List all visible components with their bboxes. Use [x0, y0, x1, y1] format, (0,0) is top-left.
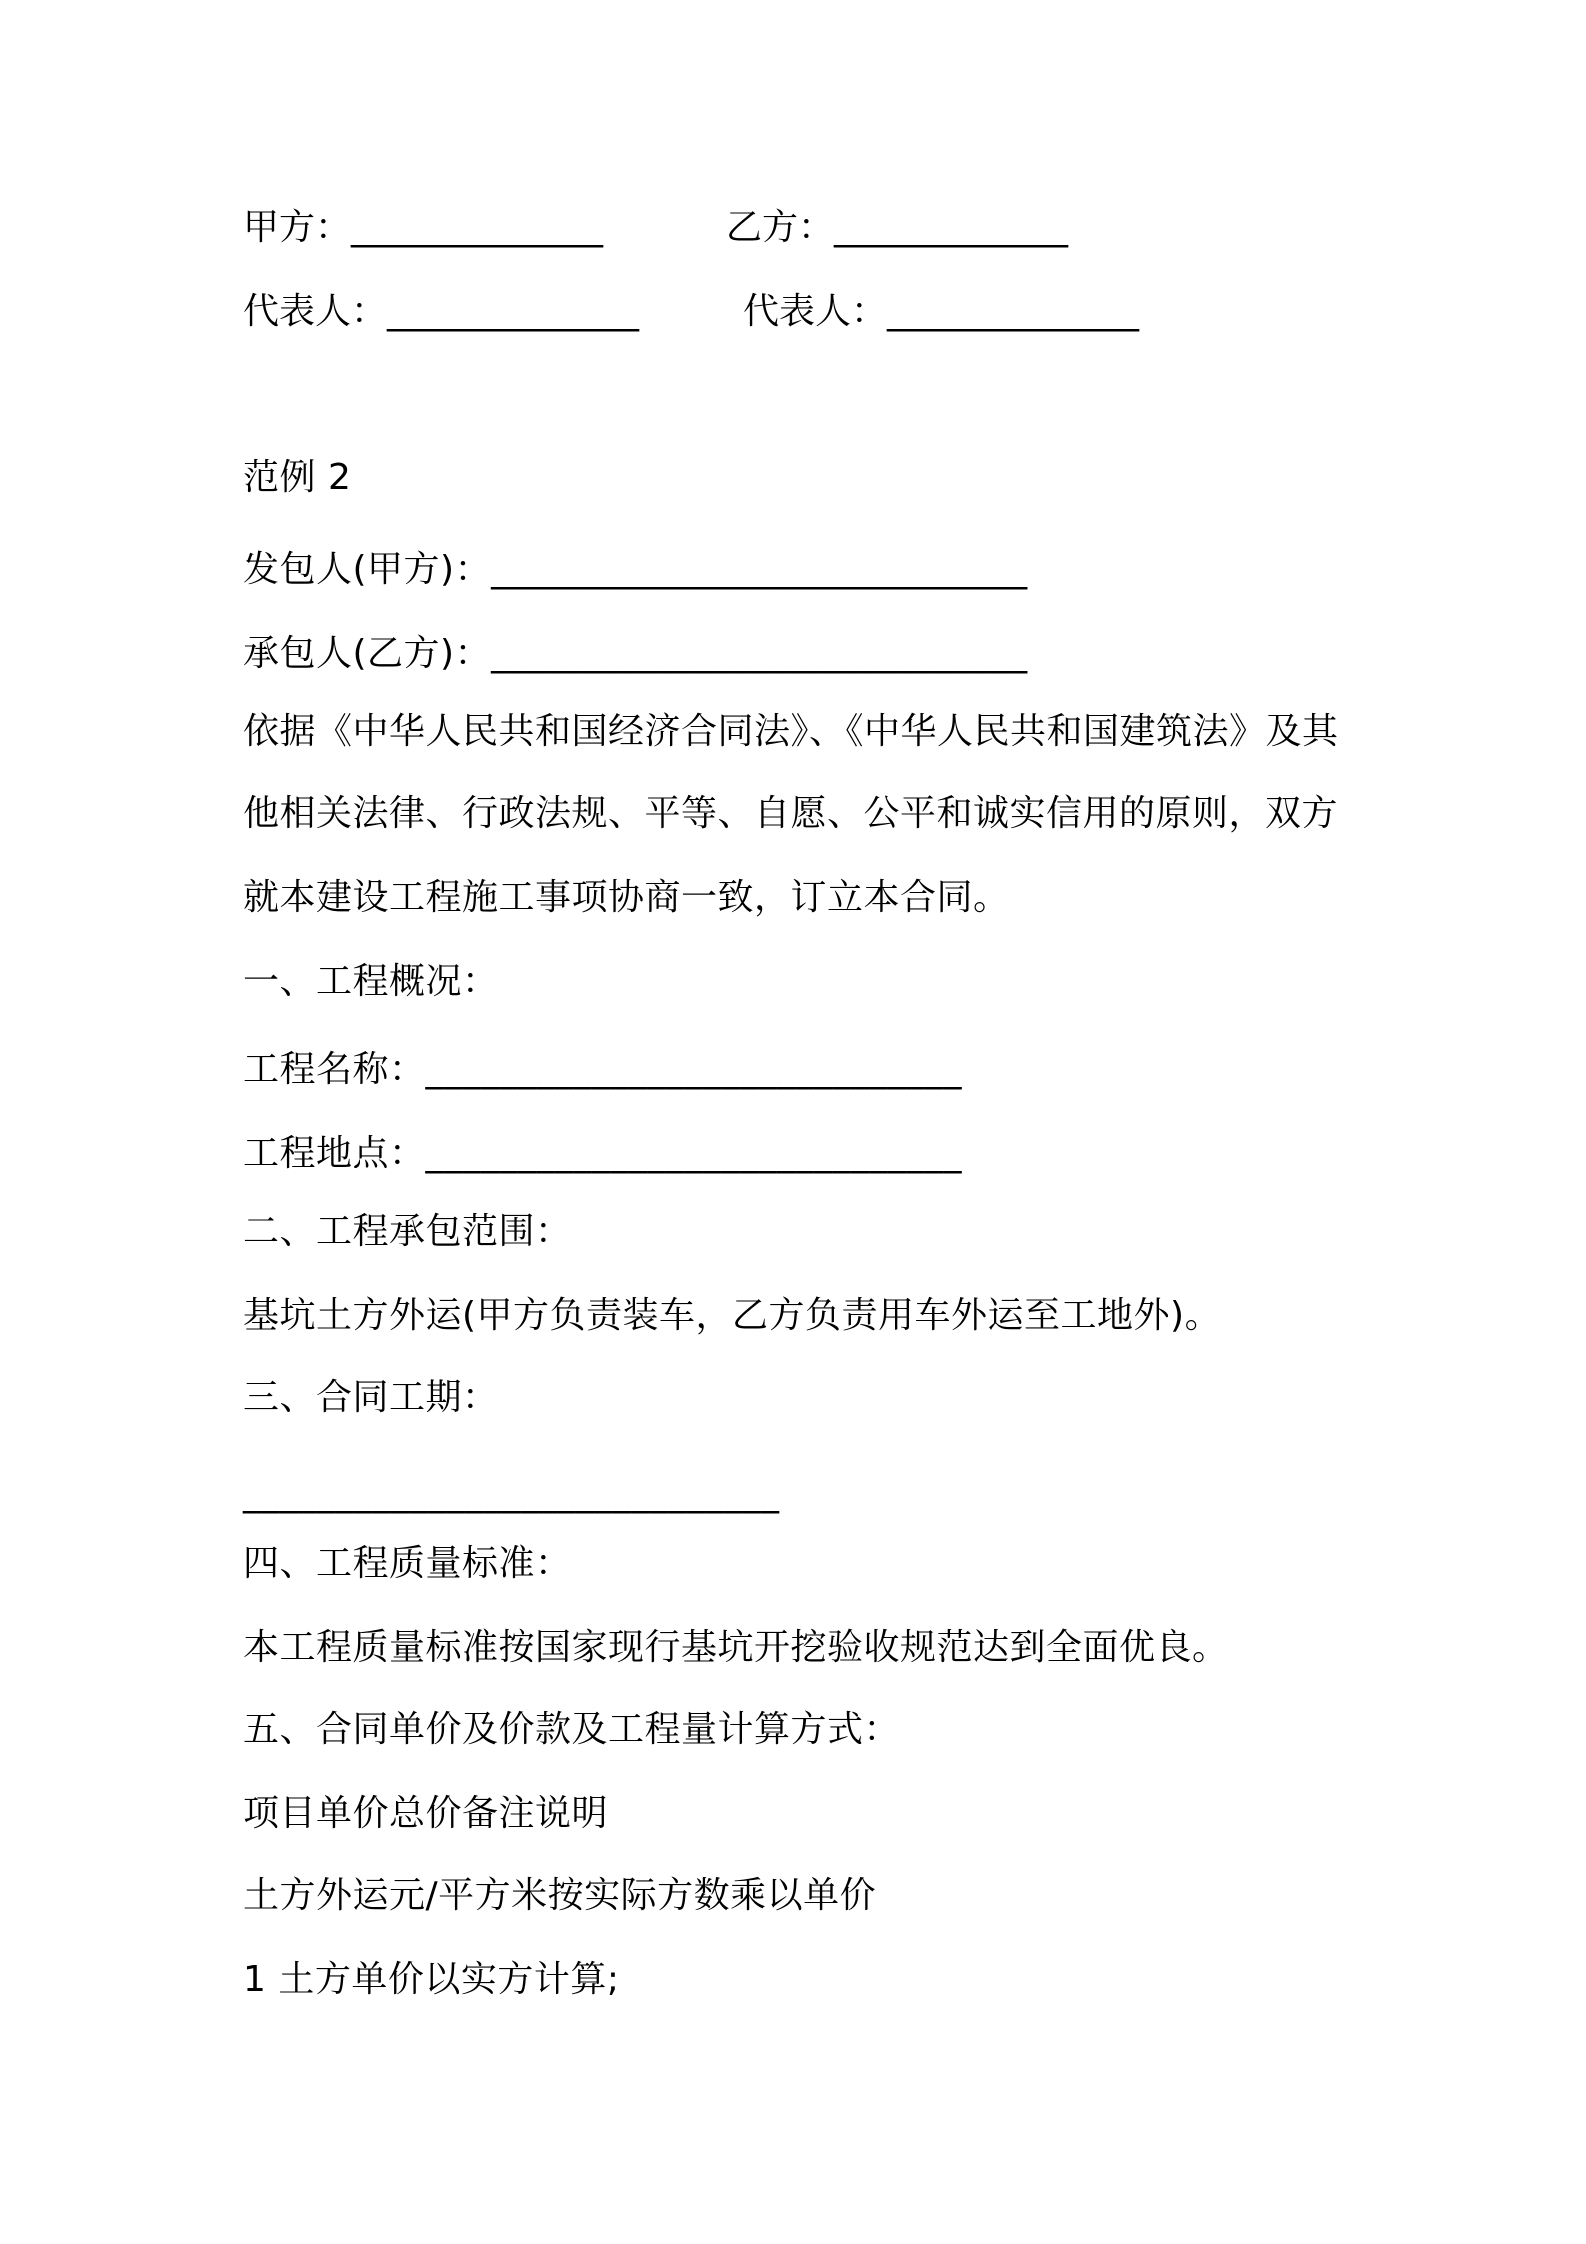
section3-blank: _____________________________: [243, 1473, 780, 1514]
section4-body: 本工程质量标准按国家现行基坑开挖验收规范达到全面优良。: [243, 1627, 1229, 1668]
section2-heading: 二、工程承包范围：: [243, 1211, 572, 1252]
project-name-line: 工程名称：_____________________________: [243, 1049, 963, 1090]
employer-line: 发包人(甲方)：_____________________________: [243, 549, 1028, 590]
price-table-header: 项目单价总价备注说明: [243, 1793, 609, 1834]
section1-heading: 一、工程概况：: [243, 961, 499, 1002]
section3-heading: 三、合同工期：: [243, 1377, 499, 1418]
preamble-line-2: 他相关法律、行政法规、平等、自愿、公平和诚实信用的原则，双方: [243, 793, 1339, 834]
party-b-signature: 乙方：_____________: [726, 207, 1069, 248]
signature-row-parties: [243, 204, 1068, 252]
project-location-line: 工程地点：_____________________________: [243, 1133, 963, 1174]
representative-b-signature: 代表人：______________: [743, 291, 1140, 332]
example-title: 范例 2: [243, 457, 352, 498]
section2-body: 基坑土方外运(甲方负责装车，乙方负责用车外运至工地外)。: [243, 1295, 1222, 1336]
builder-line: 承包人(乙方)：_____________________________: [243, 633, 1028, 674]
price-table-row: 土方外运元/平方米按实际方数乘以单价: [243, 1875, 877, 1916]
section5-heading: 五、合同单价及价款及工程量计算方式：: [243, 1709, 901, 1750]
preamble-line-3: 就本建设工程施工事项协商一致，订立本合同。: [243, 877, 1010, 918]
representative-a-signature: 代表人：______________: [243, 291, 640, 332]
calculation-item-1: 1 土方单价以实方计算;: [243, 1959, 620, 2000]
signature-row-representatives: [243, 288, 1139, 336]
section4-heading: 四、工程质量标准：: [243, 1543, 572, 1584]
preamble-line-1: 依据《中华人民共和国经济合同法》、《中华人民共和国建筑法》及其: [243, 711, 1339, 752]
party-a-signature: 甲方：______________: [243, 207, 604, 248]
